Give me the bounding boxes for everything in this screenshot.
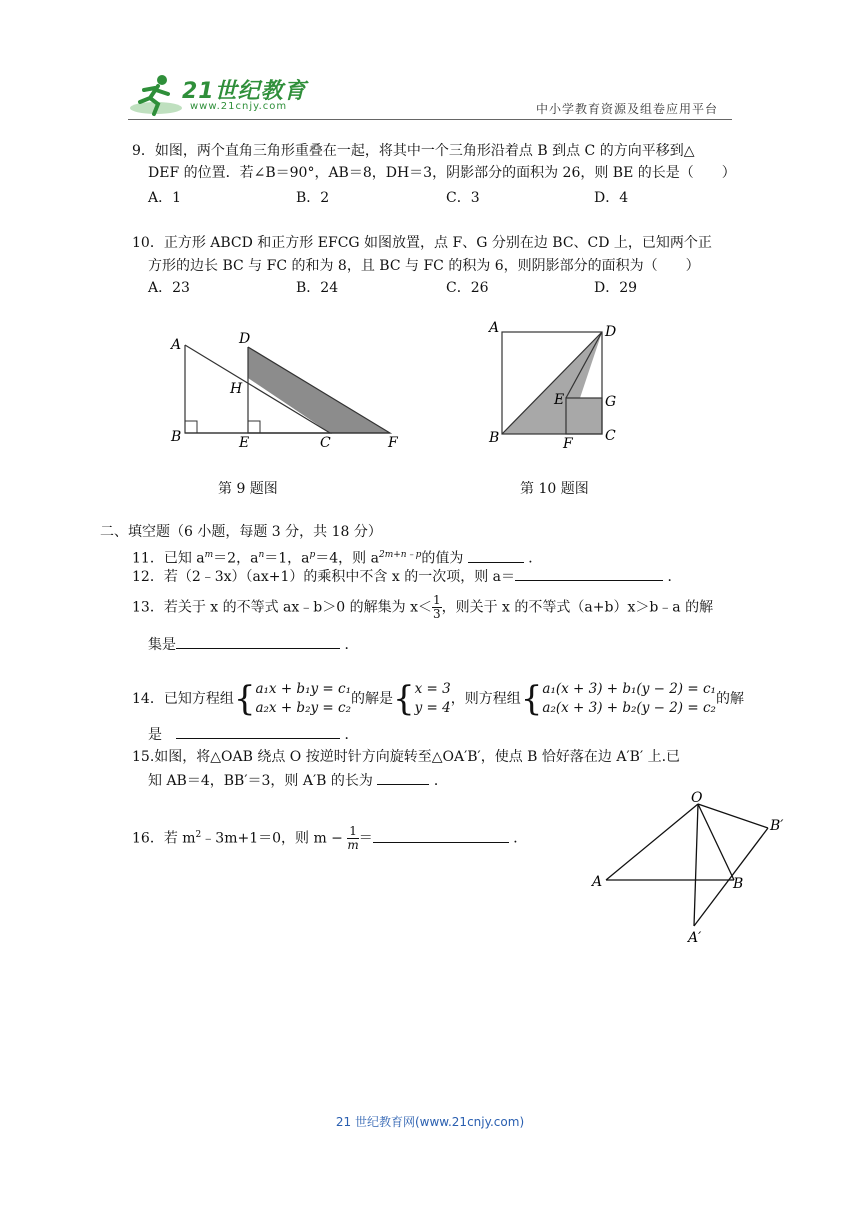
q13-line1: 13．若关于 x 的不等式 ax﹣b＞0 的解集为 x＜ $\frac{1}{3}$ ，则关于 x 的不等式（a+b）x＞b﹣a 的解 bbox=[132, 593, 714, 621]
logo-url: www.21cnjy.com bbox=[190, 101, 288, 112]
q10-option-a: A．23 bbox=[148, 280, 190, 296]
q9-line2: DEF 的位置．若∠B＝90°，AB＝8，DH＝3，阴影部分的面积为 26，则 BE 的长是（ ） bbox=[148, 165, 736, 181]
q14-system-2: a₁(x + 3) + b₁(y − 2) = c₁ a₂(x + 3) + b₂(y − 2) = c₂ bbox=[542, 681, 716, 716]
fig10-label-f: F bbox=[563, 436, 573, 452]
q15-answer-blank[interactable] bbox=[377, 770, 429, 785]
q9-line1: 9．如图，两个直角三角形重叠在一起，将其中一个三角形沿着点 B 到点 C 的方向平移到△ bbox=[132, 143, 695, 159]
q16-fraction: $\frac{1}{m}$ bbox=[347, 824, 359, 853]
fig15-label-o: O bbox=[691, 790, 703, 806]
fig10-label-d: D bbox=[605, 324, 617, 340]
figure-10 bbox=[485, 318, 625, 453]
q12: 12．若（2﹣3x）（ax+1）的乘积中不含 x 的一次项，则 a＝ ． bbox=[132, 566, 681, 588]
q14-solution: x = 3 y = 4 bbox=[414, 681, 451, 716]
fig9-label-f: F bbox=[388, 435, 398, 450]
fig15-label-a-prime: A′ bbox=[688, 930, 702, 945]
q13-fraction: $\frac{1}{3}$ bbox=[432, 593, 441, 621]
footer-link[interactable]: 21 世纪教育网(www.21cnjy.com) bbox=[335, 1115, 525, 1129]
fig10-label-b: B bbox=[489, 430, 500, 446]
q16-answer-blank[interactable] bbox=[373, 828, 509, 843]
q13-line2: 集是 ． bbox=[148, 634, 358, 656]
q14-system-1: a₁x + b₁y = c₁ a₂x + b₂y = c₂ bbox=[255, 681, 351, 716]
figure-9 bbox=[165, 325, 410, 450]
fig10-shaded-square bbox=[566, 398, 602, 434]
fig9-label-h: H bbox=[230, 381, 243, 397]
fig10-label-c: C bbox=[605, 428, 616, 444]
fig10-label-e: E bbox=[554, 392, 565, 408]
q9-option-a: A．1 bbox=[148, 190, 182, 206]
fig15-label-a: A bbox=[592, 874, 603, 890]
header-tagline: 中小学教育资源及组卷应用平台 bbox=[536, 102, 719, 116]
q13-answer-blank[interactable] bbox=[176, 634, 340, 649]
fig15-label-b-prime: B′ bbox=[770, 818, 784, 834]
q10-option-b: B．24 bbox=[296, 280, 339, 296]
fig9-label-b: B bbox=[171, 429, 182, 445]
figure-15 bbox=[588, 790, 798, 945]
q14-line1: 14．已知方程组{ a₁x + b₁y = c₁ a₂x + b₂y = c₂ 的解是{ x = 3 y = 4 ，则方程组{ a₁(x + 3) + b₁(y − 2) = c₁ a₂(x + 3) + b₂(y − 2) = c₂ 的解 bbox=[132, 679, 744, 719]
fig10-caption: 第 10 题图 bbox=[520, 481, 589, 497]
q9-option-d: D．4 bbox=[594, 190, 629, 206]
fig9-right-angle-b bbox=[185, 421, 197, 433]
fig10-label-a: A bbox=[489, 320, 500, 336]
fig9-caption: 第 9 题图 bbox=[218, 481, 278, 497]
q15-line2: 知 AB＝4，BB′＝3，则 A′B 的长为 ． bbox=[148, 770, 448, 792]
fig9-right-angle-e bbox=[248, 421, 260, 433]
runner-logo-icon bbox=[128, 72, 188, 118]
q11: 11．已知 $a^m=2$，$a^n=1$，$a^p=4$，则 $a^{2m+n﹣p}$的值为 ． bbox=[132, 544, 542, 570]
q10-line2: 方形的边长 BC 与 FC 的和为 8，且 BC 与 FC 的积为 6，则阴影部分的面积为（ ） bbox=[148, 258, 700, 274]
q15-line1: 15.如图，将△OAB 绕点 O 按逆时针方向旋转至△OA′B′，使点 B 恰好落在边 A′B′ 上.已 bbox=[132, 749, 681, 765]
q10-option-d: D．29 bbox=[594, 280, 638, 296]
header-divider bbox=[128, 119, 732, 120]
fig9-label-a: A bbox=[171, 337, 182, 353]
q10-line1: 10．正方形 ABCD 和正方形 EFCG 如图放置，点 F、G 分别在边 BC、CD 上，已知两个正 bbox=[132, 235, 712, 251]
fig9-label-c: C bbox=[320, 435, 331, 450]
logo-text: 21世纪教育 bbox=[182, 79, 307, 104]
q14-line2: 是 ． bbox=[148, 724, 358, 746]
q14-answer-blank[interactable] bbox=[176, 724, 340, 739]
q12-answer-blank[interactable] bbox=[515, 566, 663, 581]
q9-option-c: C．3 bbox=[446, 190, 480, 206]
q9-option-b: B．2 bbox=[296, 190, 330, 206]
fig15-label-b: B bbox=[733, 876, 744, 892]
fig10-label-g: G bbox=[605, 394, 617, 410]
q10-option-c: C．26 bbox=[446, 280, 489, 296]
fig9-label-d: D bbox=[239, 331, 251, 347]
q16: 16．若 $m^2﹣3m+1=0$，则 m − $\frac{1}{m}$ ＝ ． bbox=[132, 824, 528, 853]
q11-answer-blank[interactable] bbox=[468, 548, 524, 563]
section2-title: 二、填空题（6 小题，每题 3 分，共 18 分） bbox=[100, 524, 382, 540]
fig9-label-e: E bbox=[239, 435, 250, 450]
